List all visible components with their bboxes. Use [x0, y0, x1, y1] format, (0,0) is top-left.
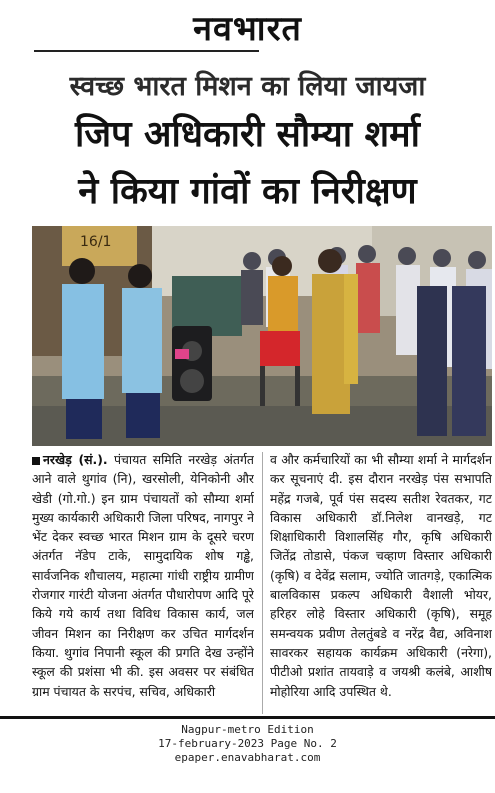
footer-rule — [0, 716, 495, 719]
headline-main-line1: जिप अधिकारी सौम्या शर्मा — [75, 114, 420, 155]
article-column-1-text: पंचायत समिति नरखेड़ अंतर्गत आने वाले थुगांव (नि), खरसोली, येनिकोनी और खेडी (गो.गो.) इन ग्राम पंचायतों को सौम्या शर्मा मुख्य कार्यकारी अधिकारी जिला परिषद, नागपुर ने भेंट देकर स्वच्छ भारत मिशन ग्राम के दूसरे चरण अंतर्गत नॅडेप टाके, सामुदायिक शोष गड्ढे, सार्वजनिक शौचालय, महात्मा गांधी राष्ट्रीय ग्रामीण रोजगार गारंटी योजना अंतर्गत पौधारोपण आदि पूरे किये गये कार्य तथा विविध विकास कार्य, जल जीवन मिशन का निरीक्षण कर उचित मार्गदर्शन किया. थुगांव निपानी स्कूल की प्रगति देख उन्होंने स्कूल की प्रशंसा भी की. इस अवसर पर संबंधित ग्राम पंचायत के सरपंच, सचिव, अधिकारी — [32, 452, 254, 699]
news-photo — [32, 226, 492, 446]
headline-main-line2: ने किया गांवों का निरीक्षण — [78, 171, 417, 212]
headline-kicker: स्वच्छ भारत मिशन का लिया जायजा — [69, 71, 426, 102]
epaper-site-link[interactable]: epaper.enavabharat.com — [174, 751, 321, 764]
newspaper-masthead: नवभारत — [193, 9, 302, 49]
photo-sign-text: 16/1 — [80, 234, 112, 250]
article-body — [32, 450, 492, 716]
article-column-2-text: व और कर्मचारियों का भी सौम्या शर्मा ने मार्गदर्शन कर सूचनाएं दी. इस दौरान नरखेड़ पंस सभापति महेंद्र गजबे, पूर्व पंस सदस्य सतीश रेवतकर, गट विकास अधिकारी डॉ.निलेश वानखड़े, गट शिक्षाधिकारी विशालसिंह गौर, कृषि अधिकारी जितेंद्र तोडासे, पंकज चव्हाण विस्तार अधिकारी (कृषि) व देवेंद्र सलाम, ज्योति जातगड़े, एकात्मिक बालविकास प्रकल्प अधिकारी वैशाली भोयर, हरिहर लोहे विस्तार अधिकारी (कृषि), समूह समन्वयक प्रवीण तेलतुंबडे व नरेंद्र वैद्य, अविनाश सावरकर सहायक कार्यक्रम अधिकारी (नरेगा), पीटीओ प्रशांत तायवाड़े व जयश्री कलंबे, आशीष मोहोरिया आदि उपस्थित थे. — [270, 452, 492, 699]
news-photo-illustration — [32, 226, 492, 446]
date-page-label: 17-february-2023 Page No. 2 — [158, 737, 337, 750]
edition-label: Nagpur-metro Edition — [181, 723, 314, 736]
article-column-1 — [32, 450, 254, 716]
masthead-rule — [34, 50, 259, 52]
column-divider — [262, 452, 263, 714]
dateline-bullet-icon — [32, 457, 40, 465]
article-dateline: नरखेड़ (सं.). — [43, 452, 108, 467]
article-column-2 — [270, 450, 492, 716]
